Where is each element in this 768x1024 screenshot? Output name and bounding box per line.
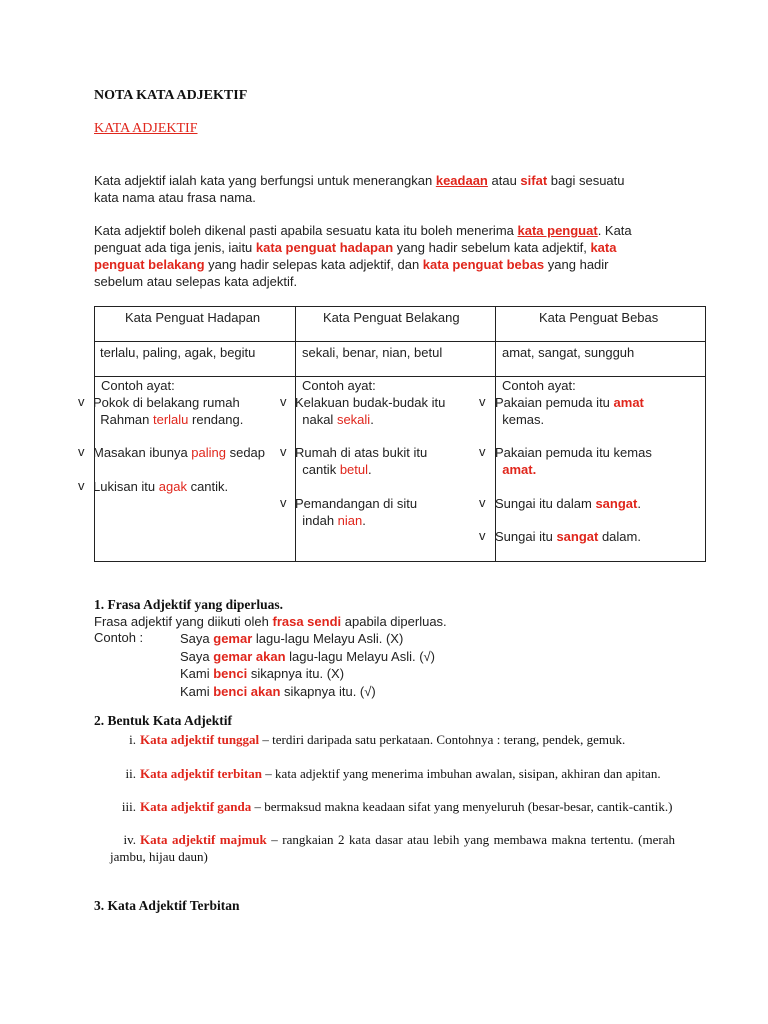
check-mark: v [479, 495, 486, 510]
example-sentence: Pakaian pemuda itu kemas amat. [495, 445, 652, 477]
section-subtitle: KATA ADJEKTIF [94, 121, 198, 136]
contoh-label: Contoh ayat: [101, 378, 175, 393]
table-header: Kata Penguat Hadapan [125, 310, 261, 325]
contoh-label: Contoh : [94, 630, 144, 645]
definition-paragraph: Kata adjektif ialah kata yang berfungsi untuk menerangkan keadaan atau sifat bagi sesuatu kata nama atau frasa nama. [94, 173, 625, 205]
example-sentence: Saya gemar akan lagu-lagu Melayu Asli. (√) [180, 648, 435, 664]
penguat-table [94, 306, 706, 562]
example-sentence: Saya gemar lagu-lagu Melayu Asli. (X) [180, 631, 404, 646]
table-divider [495, 307, 496, 561]
section-heading: 3. Kata Adjektif Terbitan [94, 898, 240, 913]
section-heading: 2. Bentuk Kata Adjektif [94, 713, 233, 728]
check-mark: v [78, 444, 85, 459]
list-item: iv. Kata adjektif majmuk – rangkaian 2 kata dasar atau lebih yang membawa makna tertentu. (merah jambu, hijau daun) [110, 832, 675, 864]
check-mark: v [78, 394, 85, 409]
list-item: i. Kata adjektif tunggal – terdiri daripada satu perkataan. Contohnya : terang, pendek, gemuk. [129, 732, 626, 747]
check-mark: v [78, 478, 85, 493]
example-sentence: Lukisan itu agak cantik. [93, 479, 229, 494]
contoh-label: Contoh ayat: [502, 378, 576, 393]
table-header: Kata Penguat Belakang [323, 310, 460, 325]
contoh-label: Contoh ayat: [302, 378, 376, 393]
table-cell: amat, sangat, sungguh [502, 345, 635, 360]
list-item: iii. Kata adjektif ganda – bermaksud makna keadaan sifat yang menyeluruh (besar-besar, cantik-cantik.) [121, 799, 673, 814]
example-sentence: Masakan ibunya paling sedap [93, 445, 266, 460]
example-sentence: Rumah di atas bukit itu cantik betul. [295, 445, 428, 477]
example-sentence: Pakaian pemuda itu amat kemas. [495, 395, 644, 427]
example-sentence: Pokok di belakang rumah Rahman terlalu rendang. [93, 395, 244, 427]
check-mark: v [280, 444, 287, 459]
document-title: NOTA KATA ADJEKTIF [94, 88, 248, 103]
example-sentence: Kami benci akan sikapnya itu. (√) [180, 683, 376, 699]
section-text: Frasa adjektif yang diikuti oleh frasa sendi apabila diperluas. [94, 614, 447, 629]
table-divider [95, 341, 705, 342]
example-list [180, 630, 435, 700]
keyword-keadaan: keadaan [435, 173, 488, 188]
keyword-sifat: sifat [520, 173, 548, 188]
check-mark: v [280, 394, 287, 409]
table-header: Kata Penguat Bebas [539, 310, 659, 325]
check-mark: v [479, 444, 486, 459]
list-item: ii. Kata adjektif terbitan – kata adjektif yang menerima imbuhan awalan, sisipan, akhiran dan apitan. [125, 766, 661, 781]
section-heading: 1. Frasa Adjektif yang diperluas. [94, 597, 284, 612]
penguat-paragraph: Kata adjektif boleh dikenal pasti apabila sesuatu kata itu boleh menerima kata penguat. Kata penguat ada tiga jenis, iaitu kata penguat hadapan yang hadir sebelum kata adjektif, kata penguat belakang yang hadir selepas kata adjektif, dan kata penguat bebas yang hadir sebelum atau selepas kata adjektif. [94, 223, 632, 289]
example-sentence: Sungai itu dalam sangat. [495, 496, 641, 511]
example-sentence: Sungai itu sangat dalam. [495, 529, 641, 544]
check-mark: v [280, 495, 287, 510]
example-sentence: Kelakuan budak-budak itu nakal sekali. [295, 395, 446, 427]
check-mark: v [479, 528, 486, 543]
table-cell: terlalu, paling, agak, begitu [100, 345, 256, 360]
example-sentence: Pemandangan di situ indah nian. [295, 496, 418, 528]
table-cell: sekali, benar, nian, betul [302, 345, 443, 360]
example-sentence: Kami benci sikapnya itu. (X) [180, 666, 345, 681]
table-divider [95, 376, 705, 377]
check-mark: v [479, 394, 486, 409]
